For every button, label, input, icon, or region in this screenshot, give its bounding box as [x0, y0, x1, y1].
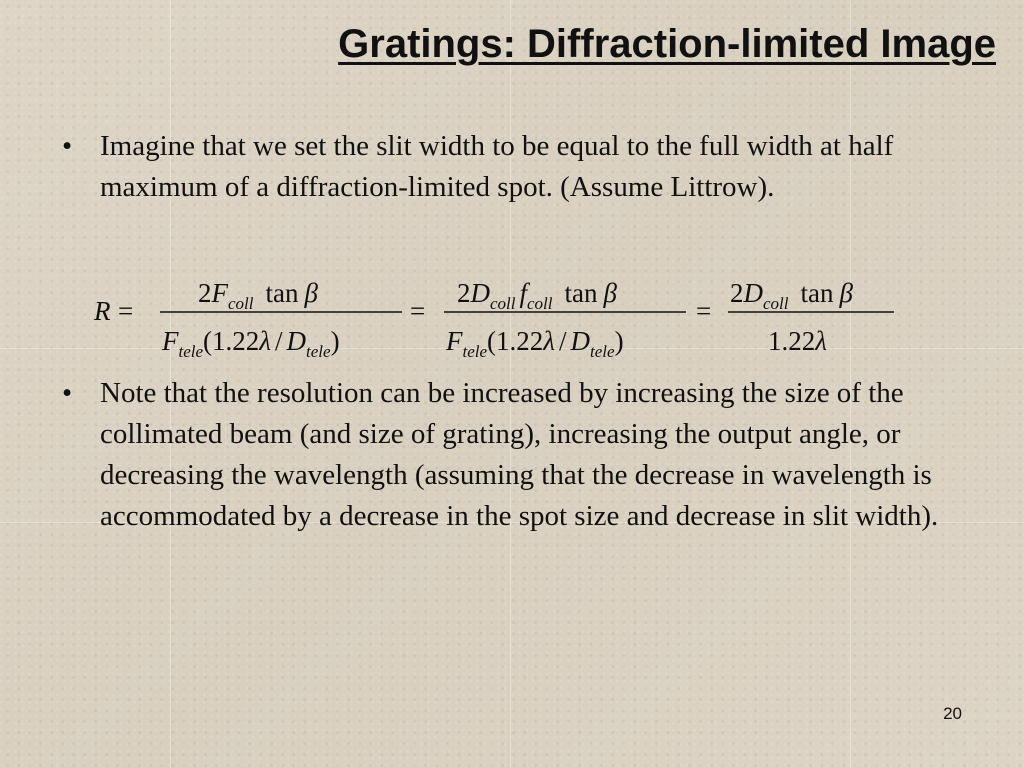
numerator-2: $2D_{coll}$ $f_{coll}$ tan β	[457, 278, 617, 313]
page-number: 20	[943, 704, 962, 723]
bullet-text: Imagine that we set the slit width to be equal to the full width at half maximum of a diffraction-limited spot. (Assume Littrow).	[100, 130, 894, 203]
numerator-1: $2F_{coll}$ tan β	[198, 278, 318, 313]
bullet-item	[62, 126, 967, 208]
denominator-2: $F_{tele}(1.22\lambda / D_{tele})$	[446, 326, 624, 361]
bullet-marker: •	[62, 130, 73, 162]
bullet-text: Note that the resolution can be increased by increasing the size of the collimated beam (and size of grating), increasing the output angle, or decreasing the wavelength (assuming that the decrease in wavelength is accommodated by a decrease in the spot size and decrease in slit width).	[100, 377, 939, 532]
equals-sign: =	[410, 296, 426, 326]
denominator-1: $F_{tele}(1.22\lambda / D_{tele})$	[162, 326, 340, 361]
equals-sign: =	[696, 296, 712, 326]
equals-sign: =	[118, 296, 134, 326]
slide-title: Gratings: Diffraction-limited Image	[338, 22, 996, 66]
numerator-3: $2D_{coll}$ tan β	[730, 278, 853, 313]
resolution-equation	[90, 262, 910, 364]
bullet-item	[62, 373, 967, 537]
equation-lhs: R	[94, 296, 111, 326]
denominator-3: 1.22λ	[768, 326, 827, 356]
bullet-marker: •	[62, 377, 73, 409]
